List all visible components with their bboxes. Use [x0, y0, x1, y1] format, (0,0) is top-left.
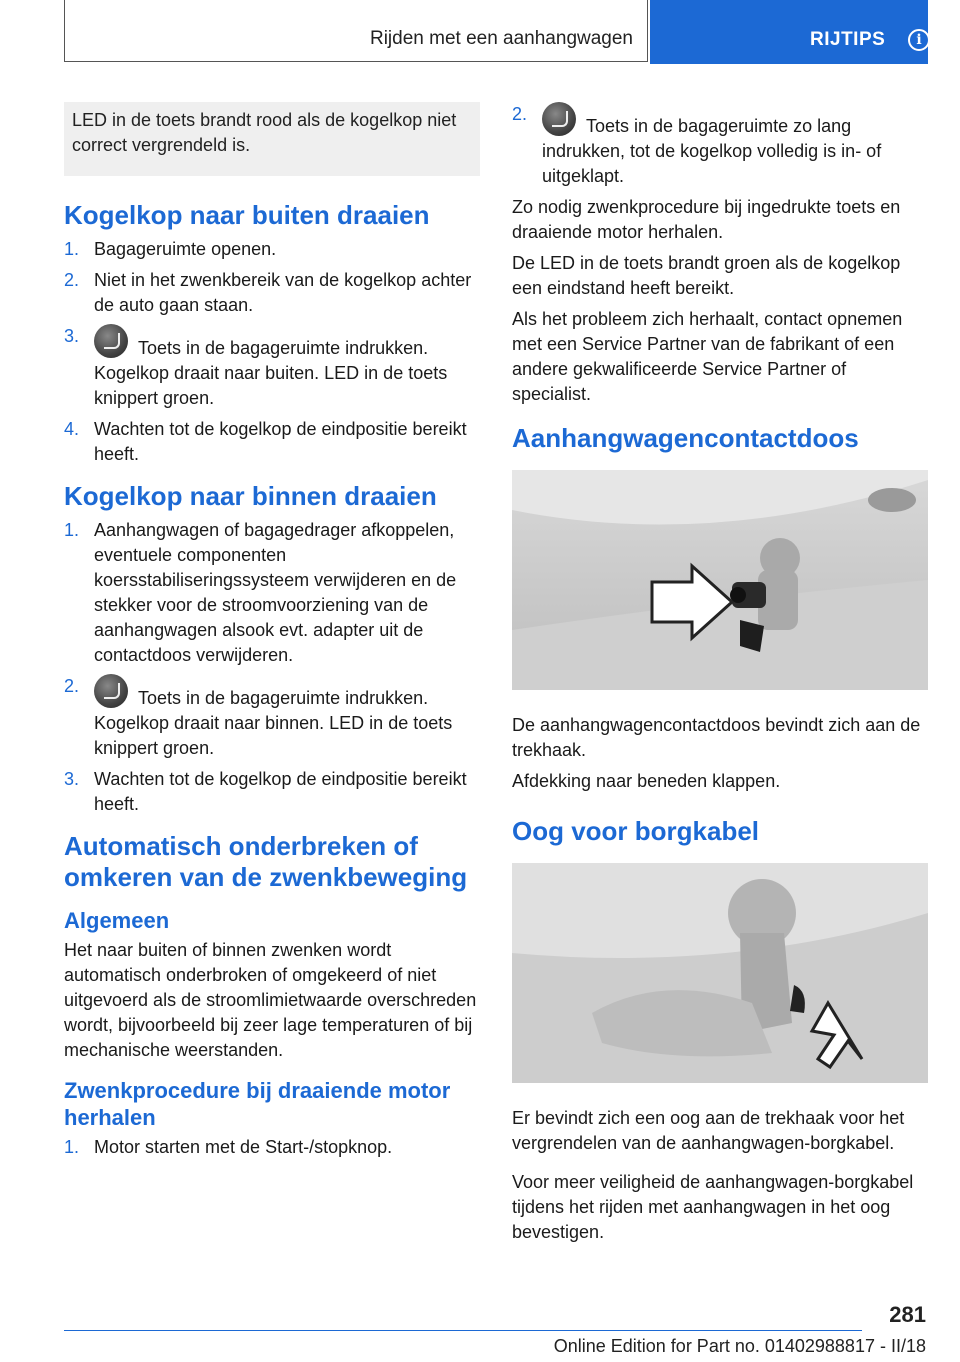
eyelet-photo — [512, 863, 928, 1083]
socket-photo — [512, 470, 928, 690]
list-item: 1. Motor starten met de Start-/stopknop. — [64, 1137, 393, 1157]
heading-oog: Oog voor borgkabel — [512, 816, 760, 846]
steps-out — [64, 237, 480, 467]
steps-zwenk — [64, 1135, 480, 1160]
heading-algemeen: Algemeen — [64, 908, 170, 933]
heading-auto: Automatisch onderbreken of omkeren van de zwenkbeweging — [64, 831, 468, 892]
heading-contactdoos: Aanhangwagencontactdoos — [512, 423, 859, 453]
tow-hook-button-icon — [542, 102, 576, 136]
section-title-box — [64, 0, 648, 62]
paragraph: De aanhangwagencontactdoos bevindt zich aan de trekhaak. — [512, 715, 921, 760]
tow-hook-button-icon — [94, 324, 128, 358]
left-column — [64, 102, 480, 1174]
list-item: 2. Toets in de bagageruimte indrukken. Kogelkop draait naar binnen. LED in de toets knippert groen. — [64, 676, 453, 758]
paragraph: Als het probleem zich herhaalt, contact opnemen met een Service Partner van de fabrikant of een andere gekwalificeerde Service Partner of specialist. — [512, 309, 903, 404]
note-box: LED in de toets brandt rood als de kogelkop niet correct vergrendeld is. — [64, 102, 480, 176]
list-item: 3. Toets in de bagageruimte indrukken. Kogelkop draait naar buiten. LED in de toets knippert groen. — [64, 326, 448, 408]
list-item: 1. Bagageruimte openen. — [64, 239, 277, 259]
page-number: 281 — [889, 1302, 926, 1327]
footer-edition: Online Edition for Part no. 01402988817 - II/18 — [553, 1336, 926, 1356]
tow-hook-button-icon — [94, 674, 128, 708]
list-item: 4. Wachten tot de kogelkop de eindpositie bereikt heeft. — [64, 419, 467, 464]
section-title: Rijden met een aanhangwagen — [369, 28, 633, 49]
heading-zwenk: Zwenkprocedure bij draaiende motor herhalen — [64, 1078, 451, 1130]
chapter-tab[interactable] — [650, 0, 928, 64]
paragraph: De LED in de toets brandt groen als de kogelkop een eindstand heeft bereikt. — [512, 253, 901, 298]
heading-in: Kogelkop naar binnen draaien — [64, 481, 437, 511]
page-header — [64, 0, 928, 64]
paragraph: Voor meer veiligheid de aanhangwagen-borgkabel tijdens het rijden met aanhangwagen in het oog bevestigen. — [512, 1172, 914, 1242]
list-item: 3. Wachten tot de kogelkop de eindpositie bereikt heeft. — [64, 769, 467, 814]
list-item: 2. Niet in het zwenkbereik van de kogelkop achter de auto gaan staan. — [64, 270, 472, 315]
footer-divider — [64, 1330, 862, 1331]
paragraph: Zo nodig zwenkprocedure bij ingedrukte toets en draaiende motor herhalen. — [512, 197, 901, 242]
right-column — [512, 102, 928, 1251]
algemeen-text: Het naar buiten of binnen zwenken wordt automatisch onderbroken of omgekeerd of niet uitgevoerd als de stroomlimietwaarde overschreden wordt, bijvoorbeeld bij zeer lage temperaturen of bij mechanische weerstanden. — [64, 940, 477, 1060]
heading-out: Kogelkop naar buiten draaien — [64, 200, 430, 230]
list-item: 1. Aanhangwagen of bagagedrager afkoppelen, eventuele componenten koersstabiliseringssysteem verwijderen en de stekker voor de stroomvoorziening van de aanhangwagen alsook evt. adapter uit de contactdoos verwijderen. — [64, 520, 457, 665]
paragraph: Afdekking naar beneden klappen. — [512, 771, 781, 791]
paragraph: Er bevindt zich een oog aan de trekhaak voor het vergrendelen van de aanhangwagen-borgkabel. — [512, 1108, 905, 1153]
info-icon: i — [908, 29, 930, 51]
list-item: 2. Toets in de bagageruimte zo lang indrukken, tot de kogelkop volledig is in- of uitgeklapt. — [512, 104, 882, 186]
steps-zwenk-cont — [512, 102, 928, 189]
chapter-tab-label: RIJTIPS — [810, 29, 886, 50]
steps-in — [64, 518, 480, 817]
